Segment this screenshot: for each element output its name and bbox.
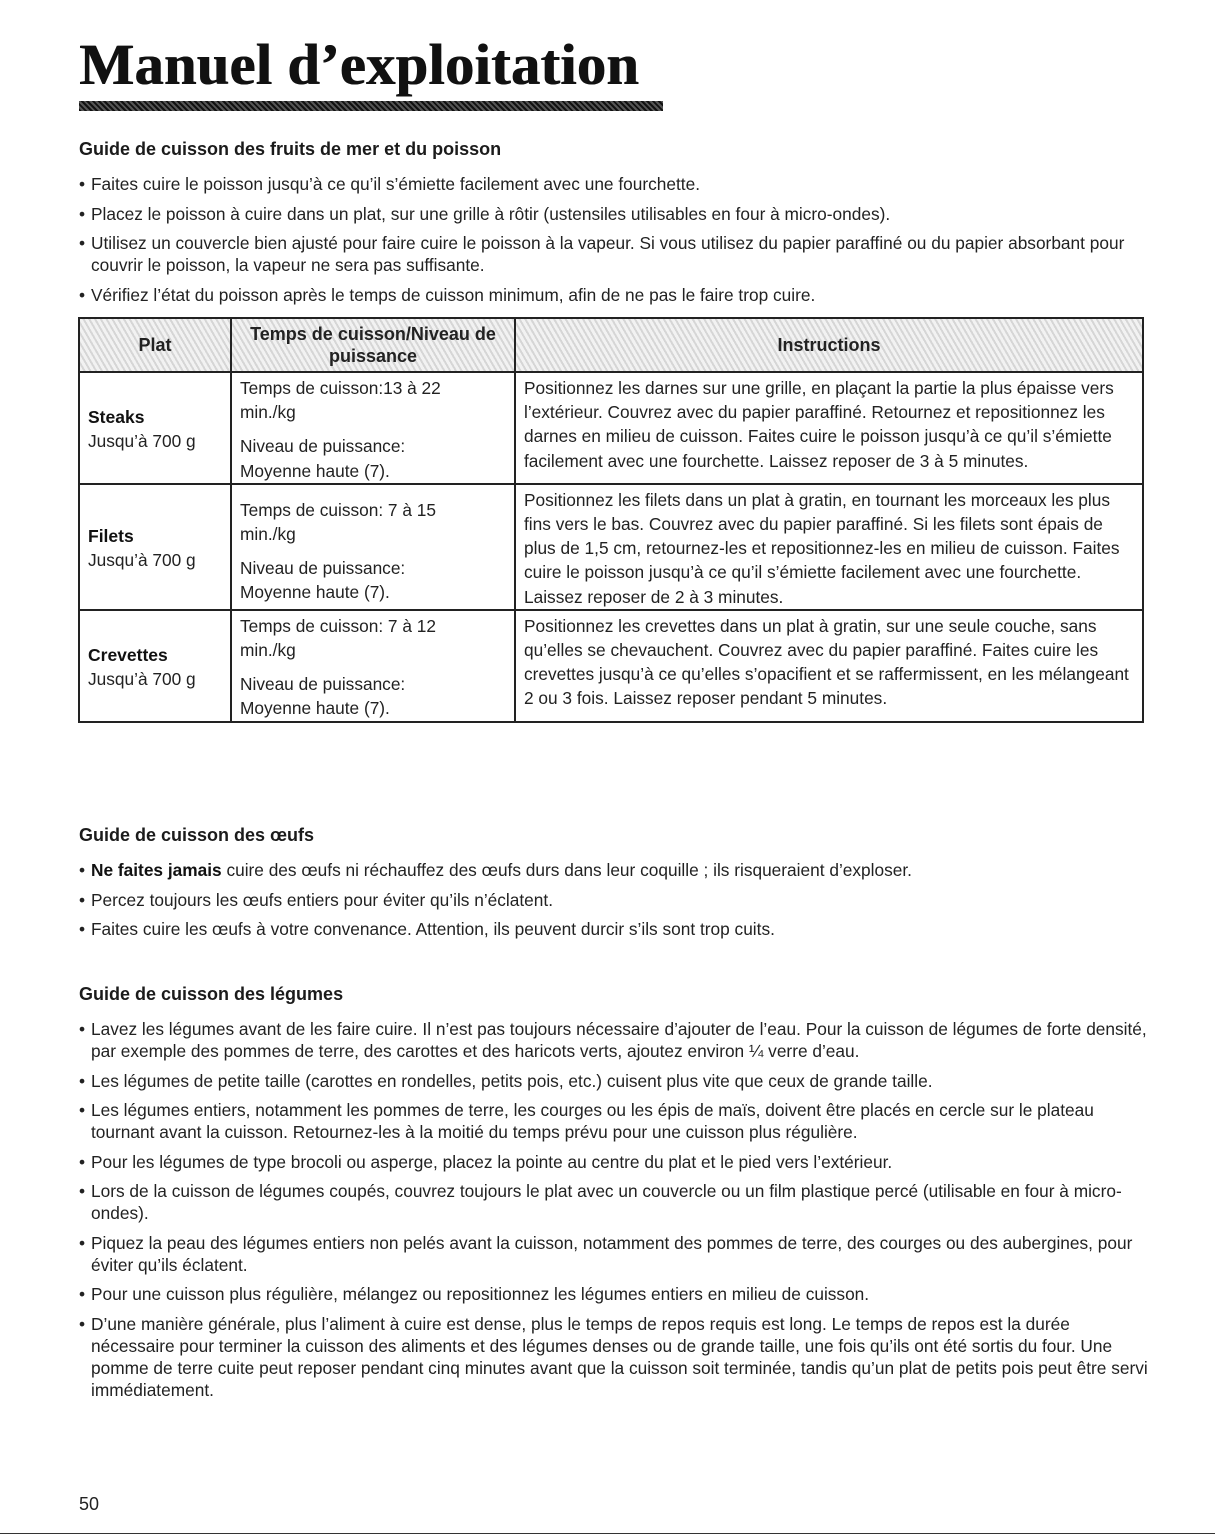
vegetables-bullet: • Pour une cuisson plus régulière, mélangez ou repositionnez les légumes entiers en milieu de cuisson.: [79, 1283, 1149, 1305]
vegetables-bullet: • Les légumes de petite taille (carottes en rondelles, petits pois, etc.) cuisent plus vite que ceux de grande taille.: [79, 1070, 1149, 1092]
power-level-value: Moyenne haute (7).: [240, 460, 390, 481]
cooking-time: Temps de cuisson: 7 à 12: [240, 615, 436, 636]
title-underline: [79, 101, 663, 111]
time-power-cell: [231, 610, 515, 722]
power-level-value: Moyenne haute (7).: [240, 582, 390, 603]
fish-bullet: • Utilisez un couvercle bien ajusté pour faire cuire le poisson à la vapeur. Si vous utilisez du papier paraffiné ou du papier absorbant pour couvrir le poisson, la vapeur ne sera pas suffisante.: [79, 232, 1149, 276]
fish-bullet: • Vérifiez l’état du poisson après le temps de cuisson minimum, afin de ne pas le faire trop cuire.: [79, 284, 1149, 306]
fish-bullet: • Faites cuire le poisson jusqu’à ce qu’il s’émiette facilement avec une fourchette.: [79, 173, 1149, 195]
instructions-cell: Positionnez les crevettes dans un plat à gratin, sur une seule couche, sans qu’elles se chevauchent. Couvrez avec du papier paraffiné. Faites cuire les crevettes jusqu’à ce qu’elles s’opacifient et se raffermissent, en les mélangeant 2 ou 3 fois. Laissez reposer pendant 5 minutes.: [515, 610, 1143, 722]
instructions-cell: Positionnez les filets dans un plat à gratin, en tournant les morceaux les plus fins vers le bas. Couvrez avec du papier paraffiné. Si les filets sont épais de plus de 1,5 cm, retournez-les et repositionnez-les en milieu de cuisson. Faites cuire le poisson jusqu’à ce qu’il s’émiette facilement avec une fourchette. Laissez reposer de 2 à 3 minutes.: [515, 484, 1143, 610]
dish-quantity: Jusqu’à 700 g: [88, 550, 196, 571]
cooking-time-unit: min./kg: [240, 524, 296, 545]
eggs-bullet: • Percez toujours les œufs entiers pour éviter qu’ils n’éclatent.: [79, 889, 1149, 911]
vegetables-bullet: • Lors de la cuisson de légumes coupés, couvrez toujours le plat avec un couvercle ou un film plastique percé (utilisable en four à micro-ondes).: [79, 1180, 1149, 1224]
dish-cell: [79, 610, 231, 722]
bottom-divider: [0, 1533, 1215, 1534]
vegetables-bullet: • Les légumes entiers, notamment les pommes de terre, les courges ou les épis de maïs, doivent être placés en cercle sur le plateau tournant avant la cuisson. Retournez-les à la moitié du temps prévu pour une cuisson plus régulière.: [79, 1099, 1149, 1143]
dish-quantity: Jusqu’à 700 g: [88, 431, 196, 452]
vegetables-bullet: • Lavez les légumes avant de les faire cuire. Il n’est pas toujours nécessaire d’ajouter de l’eau. Pour la cuisson de légumes de forte densité, par exemple des pommes de terre, des carottes et des haricots verts, ajoutez environ ¼ verre d’eau.: [79, 1018, 1149, 1062]
eggs-warning-text: cuire des œufs ni réchauffez des œufs durs dans leur coquille ; ils risqueraient d’exploser.: [221, 860, 912, 880]
eggs-bullet-list: [79, 859, 1149, 948]
table-row: [79, 610, 1143, 722]
dish-name: Steaks: [88, 407, 145, 428]
time-power-cell: [231, 372, 515, 484]
cooking-time-unit: min./kg: [240, 402, 296, 423]
eggs-bullet: • Faites cuire les œufs à votre convenance. Attention, ils peuvent durcir s’ils sont trop cuits.: [79, 918, 1149, 940]
power-level-label: Niveau de puissance:: [240, 674, 406, 695]
fish-bullet-list: [79, 173, 1149, 313]
table-row: [79, 372, 1143, 484]
eggs-section-heading: Guide de cuisson des œufs: [79, 825, 315, 845]
dish-cell: [79, 372, 231, 484]
fish-section-heading: Guide de cuisson des fruits de mer et du poisson: [79, 139, 502, 159]
dish-name: Filets: [88, 526, 134, 547]
fish-bullet: • Placez le poisson à cuire dans un plat, sur une grille à rôtir (ustensiles utilisables en four à micro-ondes).: [79, 203, 1149, 225]
header-plat: Plat: [79, 318, 231, 372]
power-level-value: Moyenne haute (7).: [240, 698, 390, 719]
vegetables-bullet-list: [79, 1018, 1149, 1408]
eggs-bullet: [79, 859, 1149, 881]
vegetables-bullet: • Pour les légumes de type brocoli ou asperge, placez la pointe au centre du plat et le pied vers l’extérieur.: [79, 1151, 1149, 1173]
fish-cooking-table: [78, 317, 1144, 723]
cooking-time: Temps de cuisson:13 à 22: [240, 378, 441, 398]
cooking-time: Temps de cuisson: 7 à 15: [240, 499, 436, 520]
vegetables-section-heading: Guide de cuisson des légumes: [79, 984, 344, 1004]
table-row: [79, 484, 1143, 610]
header-time-power: Temps de cuisson/Niveau de puissance: [231, 318, 515, 372]
time-power-cell: [231, 484, 515, 610]
dish-quantity: Jusqu’à 700 g: [88, 669, 196, 690]
table-header-row: [79, 318, 1143, 372]
dish-cell: [79, 484, 231, 610]
page-title: Manuel d’exploitation: [79, 32, 639, 97]
cooking-time-unit: min./kg: [240, 640, 296, 661]
vegetables-bullet: • D’une manière générale, plus l’aliment à cuire est dense, plus le temps de repos requis est long. Le temps de repos est la durée nécessaire pour terminer la cuisson des aliments et des légumes denses ou de grande taille, une fois qu’ils ont été sortis du four. Une pomme de terre cuite peut reposer pendant cinq minutes avant que la cuisson soit terminée, tandis qu’un plat de petits pois peut être servi immédiatement.: [79, 1313, 1149, 1401]
power-level-label: Niveau de puissance:: [240, 558, 406, 579]
power-level-label: Niveau de puissance:: [240, 436, 406, 457]
instructions-cell: Positionnez les darnes sur une grille, en plaçant la partie la plus épaisse vers l’extérieur. Couvrez avec du papier paraffiné. Retournez et repositionnez les darnes en milieu de cuisson. Faites cuire le poisson jusqu’à ce qu’il s’émiette facilement avec une fourchette. Laissez reposer de 3 à 5 minutes.: [515, 372, 1143, 484]
vegetables-bullet: • Piquez la peau des légumes entiers non pelés avant la cuisson, notamment des pommes de terre, des courges ou des aubergines, pour éviter qu’ils éclatent.: [79, 1232, 1149, 1276]
eggs-warning-lead: Ne faites jamais: [91, 860, 222, 880]
header-instructions: Instructions: [515, 318, 1143, 372]
dish-name: Crevettes: [88, 645, 168, 666]
page-number: 50: [79, 1494, 100, 1514]
